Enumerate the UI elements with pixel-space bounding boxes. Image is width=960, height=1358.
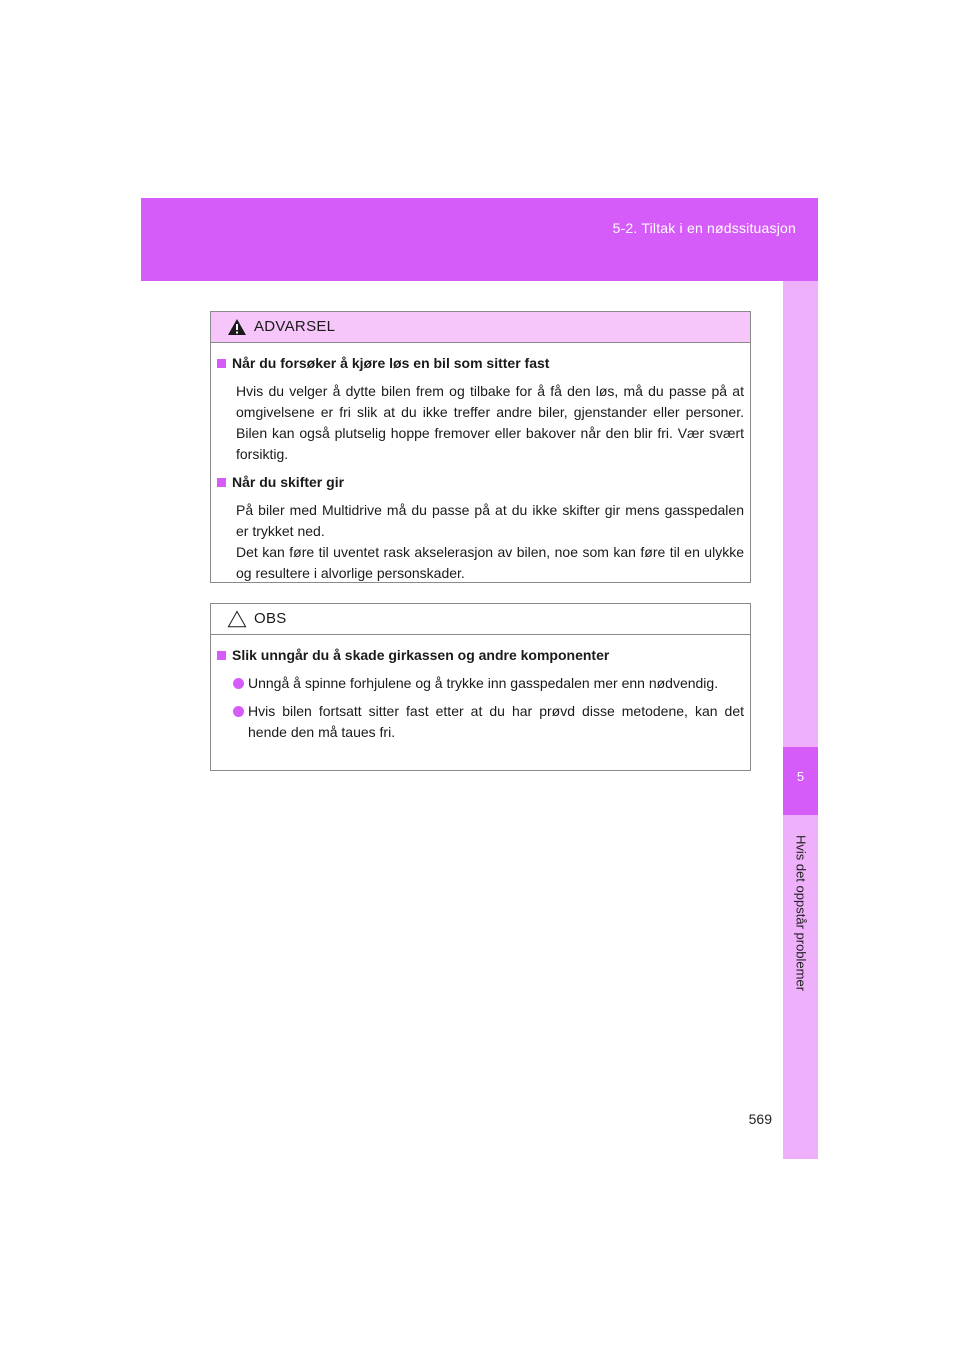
section-heading: Når du skifter gir [217, 472, 744, 493]
round-bullet-icon [233, 706, 244, 717]
section-title: 5-2. Tiltak i en nødssituasjon [612, 220, 796, 236]
warning-box-header [211, 312, 750, 343]
notice-box [210, 603, 751, 771]
warning-triangle-outline-icon [227, 610, 247, 628]
notice-box-body [211, 635, 750, 743]
square-bullet-icon [217, 651, 226, 660]
warning-triangle-filled-icon [227, 318, 247, 336]
chapter-tab [783, 747, 818, 815]
page-number: 569 [748, 1111, 772, 1127]
chapter-number: 5 [796, 769, 805, 784]
list-item: Unngå å spinne forhjulene og å trykke inn gasspedalen mer enn nødvendig. [217, 673, 744, 694]
section-heading: Når du forsøker å kjøre løs en bil som sitter fast [217, 353, 744, 374]
round-bullet-icon [233, 678, 244, 689]
square-bullet-icon [217, 478, 226, 487]
section-heading: Slik unngår du å skade girkassen og andre komponenter [217, 645, 744, 666]
paragraph: På biler med Multidrive må du passe på at du ikke skifter gir mens gasspedalen er trykket ned. Det kan føre til uventet rask akselerasjon av bilen, noe som kan føre til en ulykke og resultere i alvorlige personskader. [236, 502, 744, 581]
list-item: Hvis bilen fortsatt sitter fast etter at du har prøvd disse metodene, kan det hende den må taues fri. [217, 701, 744, 743]
notice-box-title: OBS [254, 610, 287, 627]
section-header-band [141, 198, 818, 281]
warning-box-body [211, 343, 750, 584]
warning-box [210, 311, 751, 583]
chapter-title: Hvis det oppstår problemer [793, 834, 809, 992]
notice-box-header [211, 604, 750, 635]
warning-box-title: ADVARSEL [254, 318, 336, 335]
square-bullet-icon [217, 359, 226, 368]
side-index-strip [783, 281, 818, 1159]
paragraph: Hvis du velger å dytte bilen frem og tilbake for å få den løs, må du passe på at omgivelsene er fri slik at du ikke treffer andre biler, gjenstander eller personer. Bilen kan også plutselig hoppe fremover eller bakover når den blir fri. Vær svært forsiktig. [236, 383, 744, 462]
